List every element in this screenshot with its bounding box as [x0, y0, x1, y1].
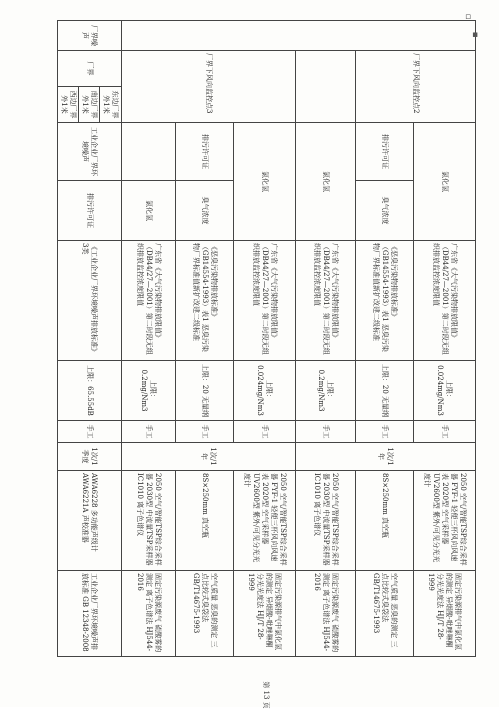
pollutant-cell: 臭气浓度 — [176, 181, 234, 241]
limit-cell: 上限：0.024mg/Nm3 — [414, 361, 476, 421]
rotated-table-wrapper — [58, 20, 479, 656]
standard-cell: 广东省《大气污染物排放限值》（DB44/27—2001）第二时段无组织排放监控浓度限值 — [296, 241, 356, 361]
table-row — [296, 21, 356, 657]
noise-sub-cell: 厂界 — [58, 51, 122, 87]
permit-cell: 排污许可证 — [176, 123, 234, 181]
pollutant-cell: 氯化氢 — [414, 123, 476, 241]
analysis-cell: 空气质量 恶臭的测定 三点比较式臭袋法 GB/T14675-1993 — [176, 571, 234, 657]
limit-cell: 上限：0.024mg/Nm3 — [234, 361, 296, 421]
instrument-cell: 2050 空气/智能TSP综合采样器 FYF-1 轻便三杯风向风速表 2020型 空气采样器 UV2600型 紫外/可见分光光度计 — [234, 471, 296, 571]
noise-method-cell: 手工 — [58, 421, 122, 443]
pollutant-cell: 氯化氢 — [234, 123, 296, 241]
method-cell: 手工 — [176, 421, 234, 443]
noise-frequency-cell: 1次/1季度 — [58, 443, 122, 471]
location-cell-empty — [296, 51, 356, 123]
method-cell: 手工 — [122, 421, 176, 443]
noise-instrument-cell: AWA6228 多功能声级计 AWA6221A 声校准器 — [58, 471, 122, 571]
noise-row — [58, 21, 122, 657]
location-cell: 厂界下风向监控点2 — [356, 51, 476, 123]
standard-cell: 《恶臭污染物排放标准》（GB14554-1993）表1 恶臭污染物厂界标准值新扩改建二级标准 — [176, 241, 234, 361]
method-cell: 手工 — [234, 421, 296, 443]
category-cell — [122, 21, 479, 51]
pollutant-cell: 氯化氢 — [296, 123, 356, 241]
noise-point: 东边厂界外1米 — [100, 87, 121, 122]
frequency-cell: 1次/1年 — [296, 443, 476, 471]
page-number: 第 13 页 — [262, 681, 270, 709]
noise-limit-cell: 上限：65.55dB — [58, 361, 122, 421]
limit-cell: 上限：0.2mg/Nm3 — [296, 361, 356, 421]
method-cell: 手工 — [296, 421, 356, 443]
analysis-cell: 固定污染源废气 硫酸雾的测定 离子色谱法 HJ544-2016 — [122, 571, 176, 657]
standard-cell: 《恶臭污染物排放标准》（GB14554-1993）表1 恶臭污染物厂界标准值新扩改建二级标准 — [356, 241, 414, 361]
analysis-cell: 固定污染源排气中氯化氢的测定 异烟酸-吡唑啉酮分光光度法 HJ/T 28-1999 — [234, 571, 296, 657]
instrument-cell: 2050 空气/智能TSP综合采样器 2030型 中流量TSP采样器 IC1010 离子色谱仪 — [122, 471, 176, 571]
noise-pollutant-cell: 工业企业厂界环境噪声 — [58, 123, 122, 181]
location-cell: 厂界下风向监控点3 — [122, 51, 296, 123]
instrument-cell: 2050 空气/智能TSP综合采样器 FYF-1 轻便三杯风向风速表 2020型 空气采样器 UV2600型 紫外/可见分光光度计 — [414, 471, 476, 571]
scan-mark: ▪ — [472, 30, 479, 40]
noise-permit-cell: 排污许可证 — [58, 181, 122, 241]
method-cell: 手工 — [414, 421, 476, 443]
standard-cell: 广东省《大气污染物排放限值》（DB44/27—2001）第二时段无组织排放监控浓度限值 — [234, 241, 296, 361]
method-cell: 手工 — [356, 421, 414, 443]
frequency-cell: 1次/1年 — [122, 443, 296, 471]
permit-cell-empty — [122, 123, 176, 181]
limit-cell: 上限：0.2mg/Nm3 — [122, 361, 176, 421]
standard-cell: 广东省《大气污染物排放限值》（DB44/27—2001）第二时段无组织排放监控浓度限值 — [414, 241, 476, 361]
standard-cell: 广东省《大气污染物排放限值》（DB44/27—2001）第二时段无组织排放监控浓度限值 — [122, 241, 176, 361]
pollutant-cell: 氯化氢 — [122, 181, 176, 241]
noise-category-cell: 厂界噪声 — [58, 21, 122, 51]
analysis-cell: 固定污染源排气中氯化氢的测定 异烟酸-吡唑啉酮分光光度法 HJ/T 28-1999 — [414, 571, 476, 657]
limit-cell: 上限：20 无量纲 — [356, 361, 414, 421]
analysis-cell: 空气质量 恶臭的测定 三点比较式臭袋法 GB/T14675-1993 — [356, 571, 414, 657]
instrument-cell: 2050 空气/智能TSP综合采样器 2030型 中流量TSP采样器 IC1010 离子色谱仪 — [296, 471, 356, 571]
instrument-cell: 8S×250mm 真空瓶 — [176, 471, 234, 571]
table-row — [234, 21, 296, 657]
limit-cell: 上限：20 无量纲 — [176, 361, 234, 421]
scan-mark: ▫ — [465, 12, 472, 22]
table-row — [414, 21, 476, 657]
noise-point: 南边厂界外1米 — [79, 87, 100, 122]
monitoring-table — [57, 20, 479, 657]
analysis-cell: 固定污染源废气 硫酸雾的测定 离子色谱法 HJ544-2016 — [296, 571, 356, 657]
instrument-cell: 8S×250mm 真空瓶 — [356, 471, 414, 571]
noise-standard-cell: 《工业企业厂界环境噪声排放标准》3类 — [58, 241, 122, 361]
noise-points-cell — [58, 87, 122, 123]
pollutant-cell: 臭气浓度 — [356, 181, 414, 241]
noise-point: 西边厂界外1米 — [60, 90, 78, 119]
noise-analysis-cell: 工业企业厂界环境噪声排放标准 GB 12348-2008 — [58, 571, 122, 657]
permit-cell: 排污许可证 — [356, 123, 414, 181]
